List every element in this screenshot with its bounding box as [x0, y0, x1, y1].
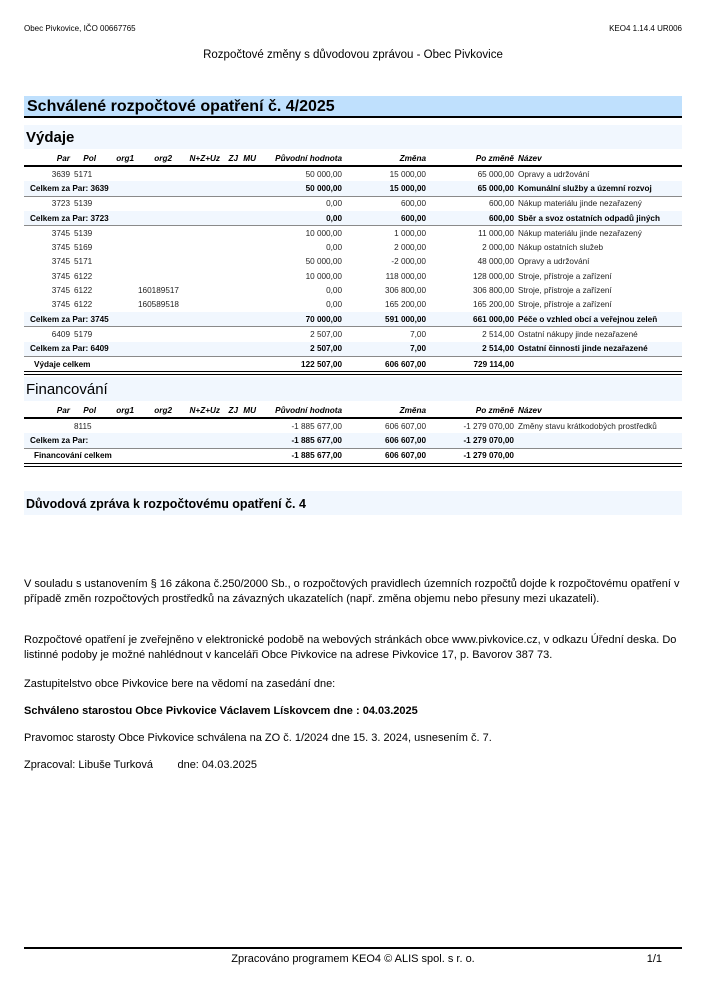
budget-measure-title: Schválené rozpočtové opatření č. 4/2025 — [24, 96, 682, 118]
cell-po-zmene: 600,00 — [488, 199, 514, 209]
financovani-table — [24, 403, 682, 467]
cell-nazev: Nákup materiálu jinde nezařazený — [518, 228, 642, 238]
cell-zmena: 15 000,00 — [389, 169, 426, 179]
col-header-mu: MU — [240, 403, 258, 418]
table-row — [24, 298, 682, 312]
reason-paragraph-legal: V souladu s ustanovením § 16 zákona č.250/2000 Sb., o rozpočtových pravidlech územních rozpočtů dojde k rozpočtovému opatření v případě změn rozpočtových prostředků na závazných ukazatelích (např. změna objemu nebo přesuny mezi ukazateli). — [24, 578, 680, 605]
cell-po-zmene: 2 514,00 — [482, 329, 514, 339]
cell-org1 — [98, 298, 136, 312]
cell-po-zmene: 306 800,00 — [473, 286, 514, 296]
cell-zj — [222, 327, 240, 342]
subtotal-row — [24, 181, 682, 196]
cell-org2 — [136, 255, 222, 269]
cell-zmena: 15 000,00 — [344, 181, 428, 196]
cell-zmena: 600,00 — [344, 211, 428, 226]
col-header-zj: ZJ — [222, 403, 240, 418]
cell-puvodni-hodnota: -1 885 677,00 — [258, 433, 344, 448]
cell-zj — [222, 226, 240, 241]
cell-zmena: 2 000,00 — [394, 243, 426, 253]
cell-nazev: Sběr a svoz ostatních odpadů jiných — [516, 211, 682, 226]
cell-puvodni-hodnota: 0,00 — [326, 199, 342, 209]
cell-nazev — [516, 356, 682, 373]
cell-par: 3745 — [51, 257, 70, 267]
cell-zj — [222, 298, 240, 312]
cell-pol: 5171 — [74, 169, 93, 179]
cell-po-zmene: 165 200,00 — [473, 300, 514, 310]
cell-nazev: Ostatní činnosti jinde nezařazené — [516, 342, 682, 357]
cell-puvodni-hodnota: 0,00 — [258, 211, 344, 226]
col-header-pol: Pol — [72, 151, 98, 166]
cell-zmena: 606 607,00 — [344, 356, 428, 373]
cell-org1 — [98, 327, 136, 342]
cell-zj — [222, 166, 240, 181]
col-header-po-zmene: Po změně — [428, 151, 516, 166]
cell-po-zmene: 729 114,00 — [428, 356, 516, 373]
cell-pol: 6122 — [74, 286, 93, 296]
cell-zmena: 7,00 — [410, 329, 426, 339]
cell-puvodni-hodnota: 2 507,00 — [258, 342, 344, 357]
col-header-org1: org1 — [98, 403, 136, 418]
cell-nazev: Ostatní nákupy jinde nezařazené — [518, 329, 638, 339]
cell-mu — [240, 255, 258, 269]
cell-nazev — [516, 448, 682, 465]
col-header-org2: org2 — [136, 151, 174, 166]
col-header-nazev: Název — [516, 151, 682, 166]
cell-zmena: 165 200,00 — [385, 300, 426, 310]
subtotal-label: Celkem za Par: — [24, 433, 258, 448]
section-title-financovani: Financování — [24, 377, 682, 401]
cell-pol: 5171 — [74, 257, 93, 267]
cell-par: 3745 — [51, 243, 70, 253]
subtotal-label: Celkem za Par: 3639 — [24, 181, 258, 196]
cell-puvodni-hodnota: 0,00 — [326, 300, 342, 310]
cell-mu — [240, 166, 258, 181]
cell-nazev — [516, 433, 682, 448]
cell-po-zmene: -1 279 070,00 — [428, 448, 516, 465]
cell-zj — [222, 418, 240, 433]
cell-po-zmene: -1 279 070,00 — [463, 421, 514, 431]
col-header-zmena: Změna — [344, 403, 428, 418]
table-row — [24, 226, 682, 241]
cell-par: 3745 — [51, 286, 70, 296]
reason-report-title: Důvodová zpráva k rozpočtovému opatření č. 4 — [24, 491, 682, 515]
cell-nazev: Péče o vzhled obcí a veřejnou zeleň — [516, 312, 682, 327]
cell-zmena: 606 607,00 — [385, 421, 426, 431]
cell-pol: 6122 — [74, 300, 93, 310]
col-header-po-zmene: Po změně — [428, 403, 516, 418]
table-header-row — [24, 403, 682, 418]
cell-nazev: Nákup materiálu jinde nezařazený — [518, 199, 642, 209]
cell-nazev: Opravy a udržování — [518, 169, 590, 179]
col-header-org2: org2 — [136, 403, 174, 418]
cell-zmena: 606 607,00 — [344, 433, 428, 448]
cell-org2 — [136, 166, 222, 181]
cell-pol: 5139 — [74, 228, 93, 238]
cell-mu — [240, 240, 258, 254]
cell-mu — [240, 418, 258, 433]
cell-puvodni-hodnota: 122 507,00 — [258, 356, 344, 373]
reason-paragraph-processed-by: Zpracoval: Libuše Turková dne: 04.03.2025 — [24, 759, 257, 771]
cell-zmena: 7,00 — [344, 342, 428, 357]
cell-org1 — [98, 269, 136, 283]
cell-zmena: 600,00 — [400, 199, 426, 209]
col-header-puvodni: Původní hodnota — [258, 151, 344, 166]
reason-paragraph-approval: Schváleno starostou Obce Pivkovice Václavem Lískovcem dne : 04.03.2025 — [24, 705, 418, 717]
cell-par — [24, 418, 72, 433]
cell-zj — [222, 240, 240, 254]
cell-par: 3639 — [51, 169, 70, 179]
cell-zmena: 591 000,00 — [344, 312, 428, 327]
col-header-nzuz: N+Z+Uz — [174, 151, 222, 166]
col-header-par: Par — [24, 151, 72, 166]
cell-zmena: 118 000,00 — [385, 271, 426, 281]
cell-par: 3723 — [51, 199, 70, 209]
col-header-zj: ZJ — [222, 151, 240, 166]
cell-nazev: Stroje, přístroje a zařízení — [518, 271, 612, 281]
subtotal-label: Celkem za Par: 6409 — [24, 342, 258, 357]
cell-org1 — [98, 255, 136, 269]
cell-puvodni-hodnota: 10 000,00 — [305, 271, 342, 281]
cell-puvodni-hodnota: 50 000,00 — [305, 257, 342, 267]
cell-po-zmene: 2 514,00 — [428, 342, 516, 357]
cell-mu — [240, 327, 258, 342]
subtotal-row — [24, 433, 682, 448]
cell-mu — [240, 269, 258, 283]
cell-po-zmene: -1 279 070,00 — [428, 433, 516, 448]
footer-program: Zpracováno programem KEO4 © ALIS spol. s r. o. — [231, 953, 475, 965]
cell-nazev: Nákup ostatních služeb — [518, 243, 604, 253]
table-row — [24, 269, 682, 283]
reason-paragraph-council: Zastupitelstvo obce Pivkovice bere na vědomí na zasedání dne: — [24, 678, 336, 690]
cell-org2 — [136, 196, 222, 211]
table-row — [24, 240, 682, 254]
cell-pol: 5139 — [74, 199, 93, 209]
cell-org1 — [98, 226, 136, 241]
cell-org2: 160189517 — [138, 286, 179, 296]
col-header-par: Par — [24, 403, 72, 418]
cell-nazev: Stroje, přístroje a zařízení — [518, 300, 612, 310]
cell-org2 — [136, 418, 222, 433]
cell-zj — [222, 196, 240, 211]
cell-mu — [240, 196, 258, 211]
col-header-org1: org1 — [98, 151, 136, 166]
reason-paragraph-authority: Pravomoc starosty Obce Pivkovice schválena na ZO č. 1/2024 dne 15. 3. 2024, usnesením č. 7. — [24, 732, 492, 744]
vydaje-table — [24, 151, 682, 375]
col-header-mu: MU — [240, 151, 258, 166]
table-header-row — [24, 151, 682, 166]
cell-zmena: 606 607,00 — [344, 448, 428, 465]
total-label: Financování celkem — [24, 448, 258, 465]
cell-puvodni-hodnota: 2 507,00 — [310, 329, 342, 339]
subtotal-label: Celkem za Par: 3745 — [24, 312, 258, 327]
cell-nazev: Opravy a udržování — [518, 257, 590, 267]
cell-puvodni-hodnota: 0,00 — [326, 243, 342, 253]
table-row — [24, 166, 682, 181]
table-row — [24, 283, 682, 297]
cell-puvodni-hodnota: -1 885 677,00 — [258, 448, 344, 465]
header-version: KEO4 1.14.4 UR006 — [609, 24, 682, 33]
cell-po-zmene: 128 000,00 — [473, 271, 514, 281]
cell-mu — [240, 226, 258, 241]
cell-po-zmene: 48 000,00 — [477, 257, 514, 267]
cell-par: 6409 — [51, 329, 70, 339]
total-row — [24, 356, 682, 373]
cell-puvodni-hodnota: 70 000,00 — [258, 312, 344, 327]
cell-zj — [222, 255, 240, 269]
cell-puvodni-hodnota: 50 000,00 — [258, 181, 344, 196]
cell-pol: 6122 — [74, 271, 93, 281]
cell-mu — [240, 298, 258, 312]
cell-org1 — [98, 283, 136, 297]
table-row — [24, 418, 682, 433]
cell-zmena: -2 000,00 — [391, 257, 426, 267]
cell-org2 — [136, 269, 222, 283]
cell-po-zmene: 661 000,00 — [428, 312, 516, 327]
cell-org2 — [136, 327, 222, 342]
cell-pol: 5179 — [74, 329, 93, 339]
total-label: Výdaje celkem — [24, 356, 258, 373]
cell-po-zmene: 65 000,00 — [428, 181, 516, 196]
cell-org1 — [98, 418, 136, 433]
col-header-pol: Pol — [72, 403, 98, 418]
col-header-puvodni: Původní hodnota — [258, 403, 344, 418]
cell-puvodni-hodnota: -1 885 677,00 — [291, 421, 342, 431]
cell-par: 3745 — [51, 228, 70, 238]
subtotal-row — [24, 312, 682, 327]
cell-zj — [222, 269, 240, 283]
subtotal-row — [24, 211, 682, 226]
cell-po-zmene: 11 000,00 — [478, 228, 514, 238]
cell-org1 — [98, 166, 136, 181]
col-header-nzuz: N+Z+Uz — [174, 403, 222, 418]
section-title-vydaje: Výdaje — [24, 125, 682, 149]
cell-po-zmene: 65 000,00 — [477, 169, 514, 179]
cell-org1 — [98, 240, 136, 254]
cell-pol: 5169 — [74, 243, 93, 253]
cell-zmena: 1 000,00 — [394, 228, 426, 238]
footer-divider — [24, 947, 682, 949]
cell-nazev: Změny stavu krátkodobých prostředků — [518, 421, 657, 431]
cell-puvodni-hodnota: 10 000,00 — [305, 228, 342, 238]
cell-pol: 8115 — [74, 421, 92, 431]
cell-par: 3745 — [51, 300, 70, 310]
cell-zmena: 306 800,00 — [385, 286, 426, 296]
header-organization: Obec Pivkovice, IČO 00667765 — [24, 24, 136, 33]
cell-org2 — [136, 226, 222, 241]
footer-page-number: 1/1 — [646, 953, 662, 965]
cell-puvodni-hodnota: 0,00 — [326, 286, 342, 296]
cell-org2: 160589518 — [138, 300, 179, 310]
cell-puvodni-hodnota: 50 000,00 — [305, 169, 342, 179]
cell-po-zmene: 600,00 — [428, 211, 516, 226]
cell-zj — [222, 283, 240, 297]
col-header-zmena: Změna — [344, 151, 428, 166]
cell-org2 — [136, 240, 222, 254]
table-row — [24, 255, 682, 269]
reason-paragraph-publication: Rozpočtové opatření je zveřejněno v elektronické podobě na webových stránkách obce www.pivkovice.cz, v odkazu Úřední deska. Do listinné podoby je možné nahlédnout v kanceláři Obce Pivkovice na adrese Pivkovice 17, p. Bavorov 387 73. — [24, 634, 677, 661]
total-row — [24, 448, 682, 465]
table-row — [24, 196, 682, 211]
document-title: Rozpočtové změny s důvodovou zprávou - Obec Pivkovice — [203, 49, 503, 61]
cell-mu — [240, 283, 258, 297]
table-row — [24, 327, 682, 342]
cell-nazev: Komunální služby a územní rozvoj — [516, 181, 682, 196]
cell-po-zmene: 2 000,00 — [482, 243, 514, 253]
subtotal-label: Celkem za Par: 3723 — [24, 211, 258, 226]
cell-par: 3745 — [51, 271, 70, 281]
col-header-nazev: Název — [516, 403, 682, 418]
subtotal-row — [24, 342, 682, 357]
cell-nazev: Stroje, přístroje a zařízení — [518, 286, 612, 296]
cell-org1 — [98, 196, 136, 211]
